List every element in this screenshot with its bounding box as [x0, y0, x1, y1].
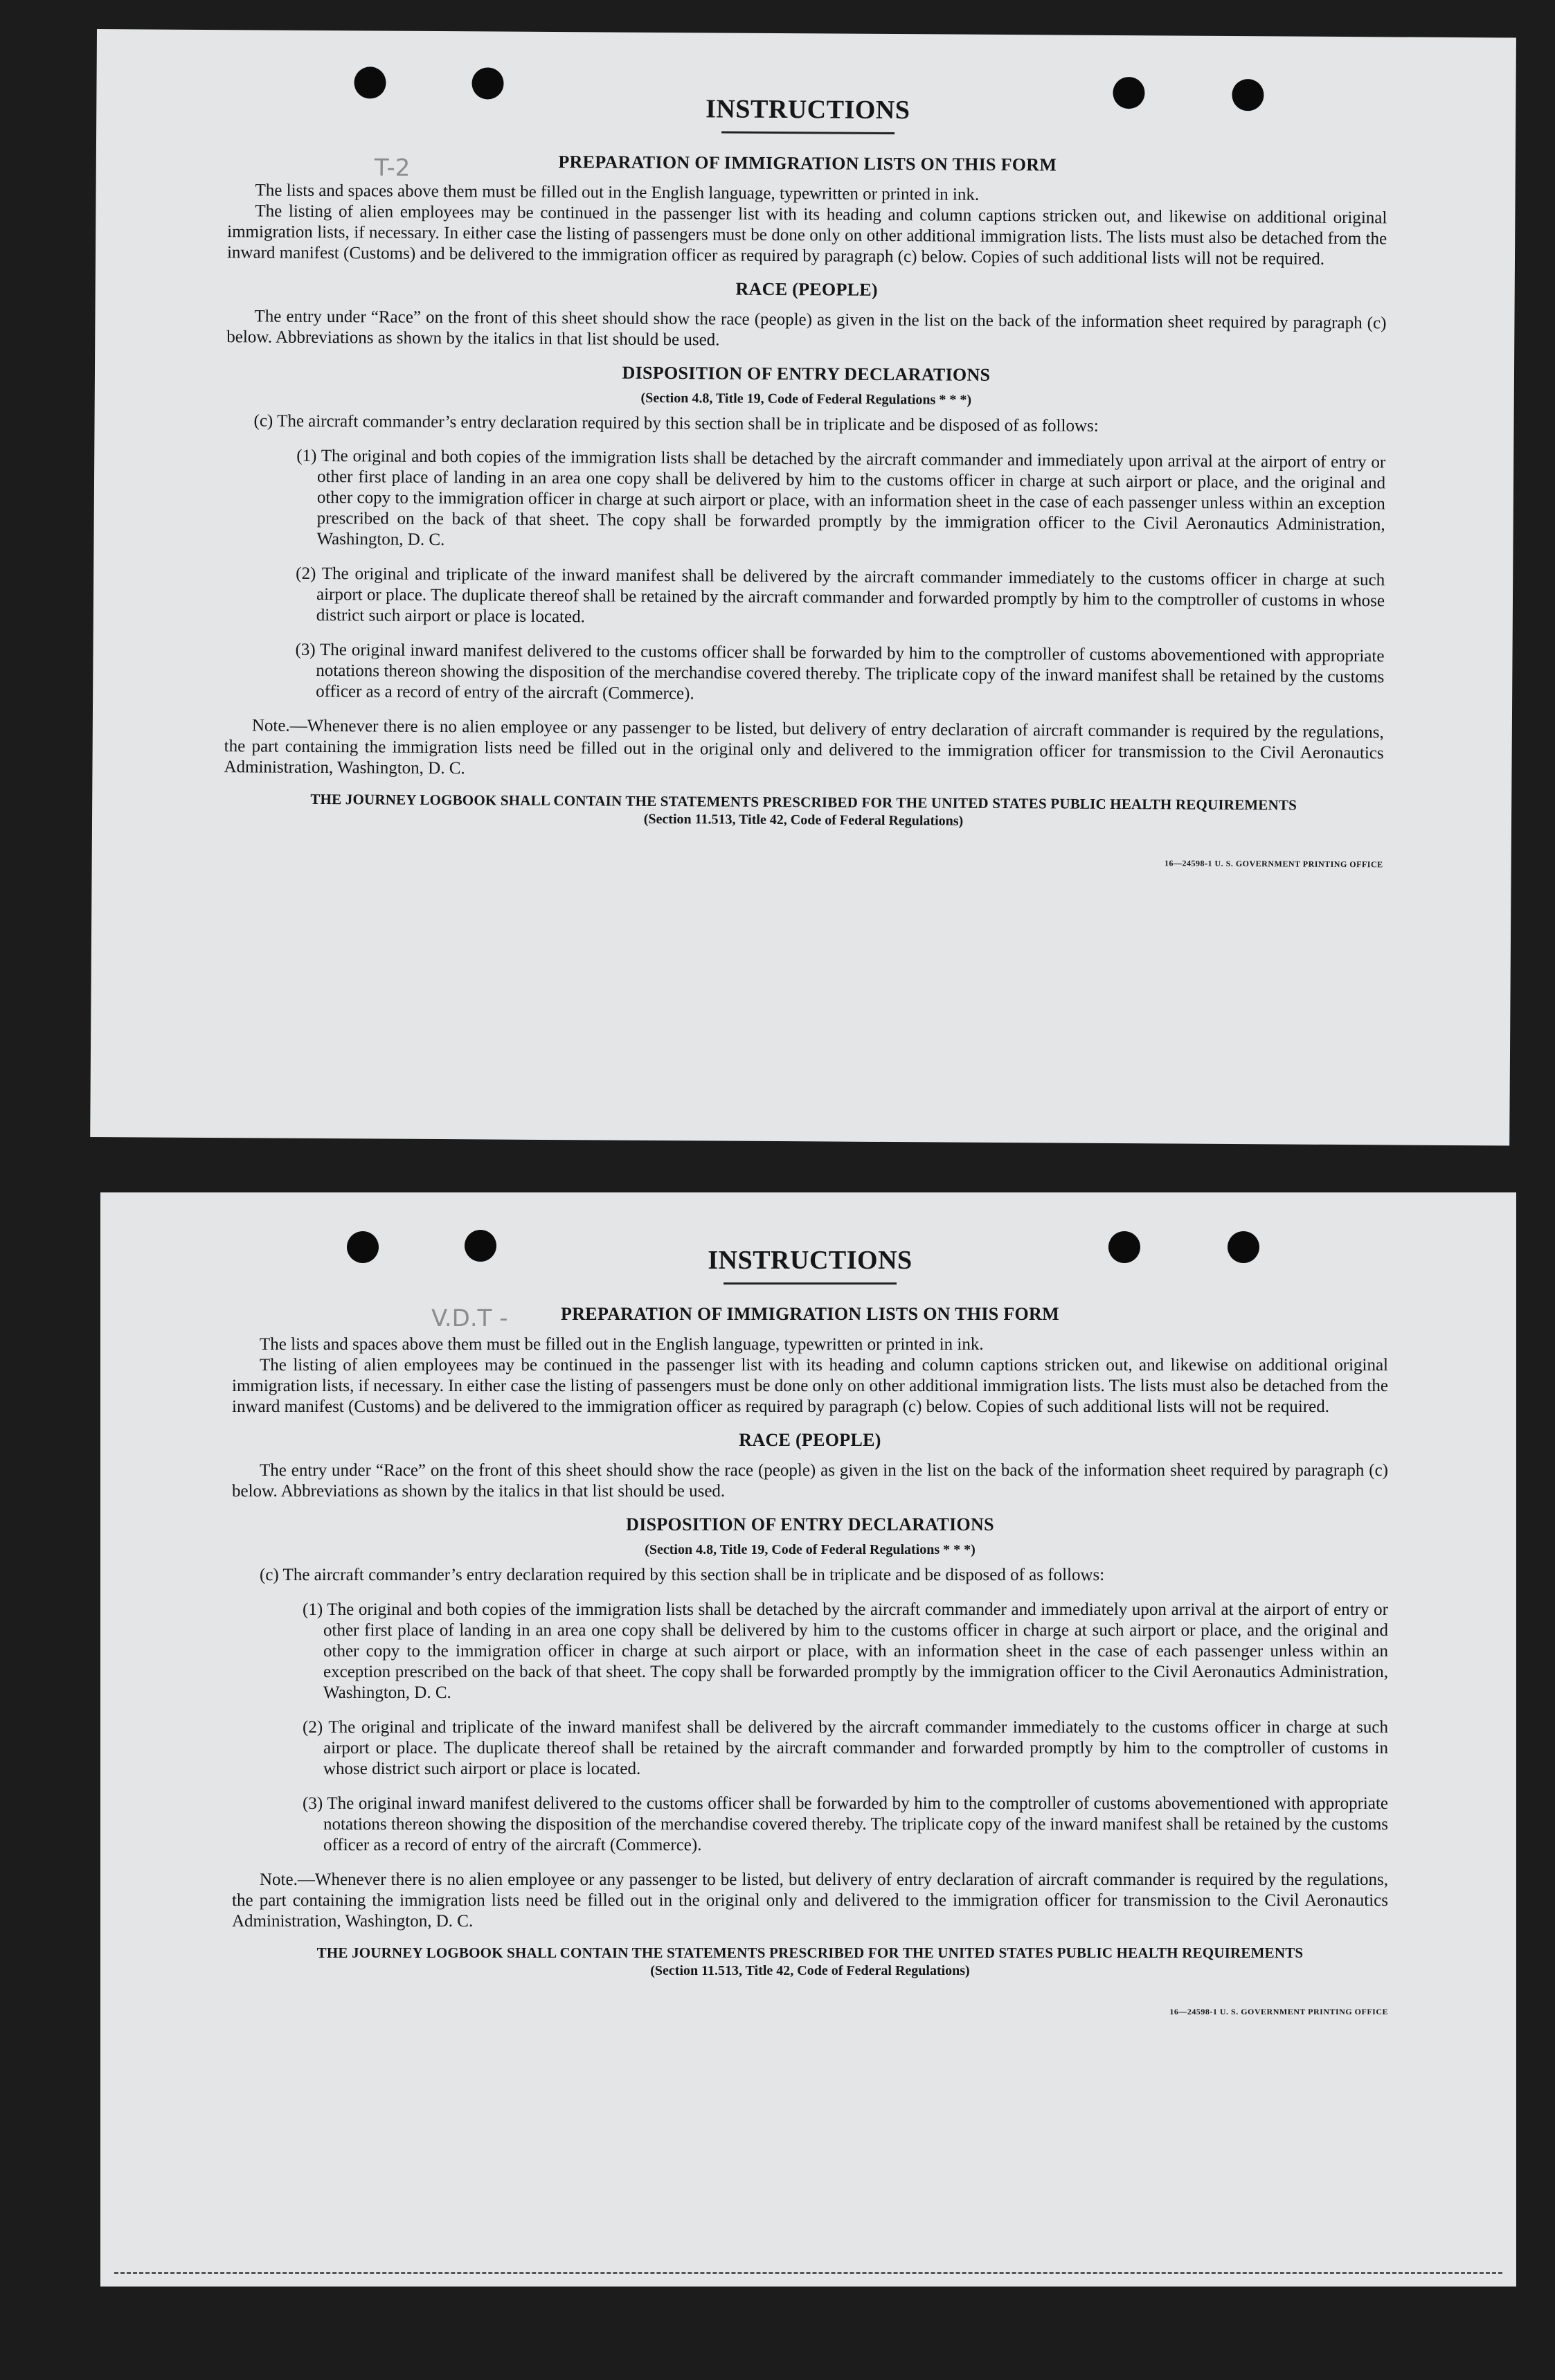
section-heading-race: RACE (PEOPLE) [735, 278, 879, 300]
printer-imprint: 16—24598-1 U. S. GOVERNMENT PRINTING OFFICE [1169, 2007, 1388, 2016]
paragraph: The listing of alien employees may be continued in the passenger list with its heading and column captions stricken out, and likewise on additional original immigration lists, if necessary. In either case the listing of passengers must be done only on other additional immigration lists. The lists must also be detached from the inward manifest (Customs) and be delivered to the immigration officer as required by paragraph (c) below. Copies of such additional lists will not be required. [226, 202, 1387, 269]
list-item: (3) The original inward manifest delivered to the customs officer shall be forwarded by him to the comptroller of customs abovementioned with appropriate notations thereon showing the disposition of the merchandise covered thereby. The triplicate copy of the inward manifest shall be retained by the customs officer as a record of entry of the aircraft (Commerce). [295, 640, 1385, 704]
section-heading-disposition: DISPOSITION OF ENTRY DECLARATIONS [622, 362, 991, 385]
section-citation: (Section 4.8, Title 19, Code of Federal Regulations * * *) [640, 390, 972, 408]
title-rule [723, 1282, 897, 1285]
page-title: INSTRUCTIONS [708, 1246, 913, 1275]
perforation-line [114, 2272, 1502, 2274]
health-requirement-text: THE JOURNEY LOGBOOK SHALL CONTAIN THE STATEMENTS PRESCRIBED FOR THE UNITED STATES PUBLIC HEALTH REQUIREMENTS [316, 1944, 1304, 1961]
instruction-sheet-top [90, 29, 1516, 1145]
list-item: (1) The original and both copies of the immigration lists shall be detached by the aircraft commander and immediately upon arrival at the airport of entry or other first place of landing in an area one copy shall be delivered by him to the customs officer in charge at such airport or place, and the original and other copy to the immigration officer in charge at such airport or place, with an information sheet in the case of each passenger unless within an exception prescribed on the back of that sheet. The copy shall be forwarded promptly by the immigration officer to the Civil Aeronautics Administration, Washington, D. C. [296, 446, 1386, 550]
list-item: (1) The original and both copies of the immigration lists shall be detached by the aircraft commander and immediately upon arrival at the airport of entry or other first place of landing in an area one copy shall be delivered by him to the customs officer in charge at such airport or place, and the original and other copy to the immigration officer in charge at such airport or place, with an information sheet in the case of each passenger unless within an exception prescribed on the back of that sheet. The copy shall be forwarded promptly by the immigration officer to the Civil Aeronautics Administration, Washington, D. C. [303, 1600, 1388, 1702]
paragraph-intro: (c) The aircraft commander’s entry declaration required by this section shall be in triplicate and be disposed of as follows: [260, 1566, 1105, 1584]
list-item: (2) The original and triplicate of the inward manifest shall be delivered by the aircraft commander immediately to the customs officer in charge at such airport or place. The duplicate thereof shall be retained by the aircraft commander and forwarded promptly by him to the comptroller of customs in whose district such airport or place is located. [296, 564, 1385, 627]
printer-imprint: 16—24598-1 U. S. GOVERNMENT PRINTING OFFICE [1164, 858, 1383, 870]
health-citation: (Section 11.513, Title 42, Code of Federal Regulations) [643, 811, 964, 829]
section-heading-race: RACE (PEOPLE) [739, 1430, 881, 1450]
list-item: (3) The original inward manifest delivered to the customs officer shall be forwarded by him to the comptroller of customs abovementioned with appropriate notations thereon showing the disposition of the merchandise covered thereby. The triplicate copy of the inward manifest shall be retained by the customs officer as a record of entry of the aircraft (Commerce). [303, 1794, 1388, 1854]
paragraph-intro: (c) The aircraft commander’s entry declaration required by this section shall be in triplicate and be disposed of as follows: [253, 411, 1099, 436]
section-heading-disposition: DISPOSITION OF ENTRY DECLARATIONS [626, 1514, 994, 1535]
health-requirement-text: THE JOURNEY LOGBOOK SHALL CONTAIN THE STATEMENTS PRESCRIBED FOR THE UNITED STATES PUBLIC HEALTH REQUIREMENTS [310, 790, 1297, 814]
health-citation: (Section 11.513, Title 42, Code of Federal Regulations) [650, 1963, 970, 1978]
paragraph: The lists and spaces above them must be filled out in the English language, typewritten or printed in ink. [255, 181, 980, 204]
section-heading-preparation: PREPARATION OF IMMIGRATION LISTS ON THIS FORM [561, 1304, 1059, 1324]
paragraph: The entry under “Race” on the front of this sheet should show the race (people) as given in the list on the back of the information sheet required by paragraph (c) below. Abbreviations as shown by the italics in that list should be used. [226, 307, 1387, 350]
note-paragraph: Note.—Whenever there is no alien employee or any passenger to be listed, but delivery of entry declaration of aircraft commander is required by the regulations, the part containing the immigration lists need be filled out in the original only and delivered to the immigration officer for transmission to the Civil Aeronautics Administration, Washington, D. C. [224, 716, 1384, 778]
section-heading-preparation: PREPARATION OF IMMIGRATION LISTS ON THIS FORM [558, 152, 1057, 175]
paragraph: The entry under “Race” on the front of this sheet should show the race (people) as given in the list on the back of the information sheet required by paragraph (c) below. Abbreviations as shown by the italics in that list should be used. [232, 1461, 1388, 1501]
paragraph: The lists and spaces above them must be filled out in the English language, typewritten or printed in ink. [260, 1335, 984, 1354]
instructions-content [232, 1245, 1388, 2017]
instruction-sheet-bottom [100, 1192, 1516, 2287]
instructions-content [224, 91, 1388, 870]
pencil-annotation: T-2 [374, 154, 411, 182]
section-citation: (Section 4.8, Title 19, Code of Federal Regulations * * *) [645, 1542, 976, 1557]
paragraph: The listing of alien employees may be continued in the passenger list with its heading and column captions stricken out, and likewise on additional original immigration lists, if necessary. In either case the listing of passengers must be done only on other additional immigration lists. The lists must also be detached from the inward manifest (Customs) and be delivered to the immigration officer as required by paragraph (c) below. Copies of such additional lists will not be required. [232, 1356, 1388, 1416]
list-item: (2) The original and triplicate of the inward manifest shall be delivered by the aircraft commander immediately to the customs officer in charge at such airport or place. The duplicate thereof shall be retained by the aircraft commander and forwarded promptly by him to the comptroller of customs in whose district such airport or place is located. [303, 1718, 1388, 1778]
title-rule [721, 132, 895, 135]
pencil-annotation: V.D.T - [431, 1305, 508, 1332]
page-title: INSTRUCTIONS [705, 94, 910, 125]
note-paragraph: Note.—Whenever there is no alien employee or any passenger to be listed, but delivery of entry declaration of aircraft commander is required by the regulations, the part containing the immigration lists need be filled out in the original only and delivered to the immigration officer for transmission to the Civil Aeronautics Administration, Washington, D. C. [232, 1870, 1388, 1931]
